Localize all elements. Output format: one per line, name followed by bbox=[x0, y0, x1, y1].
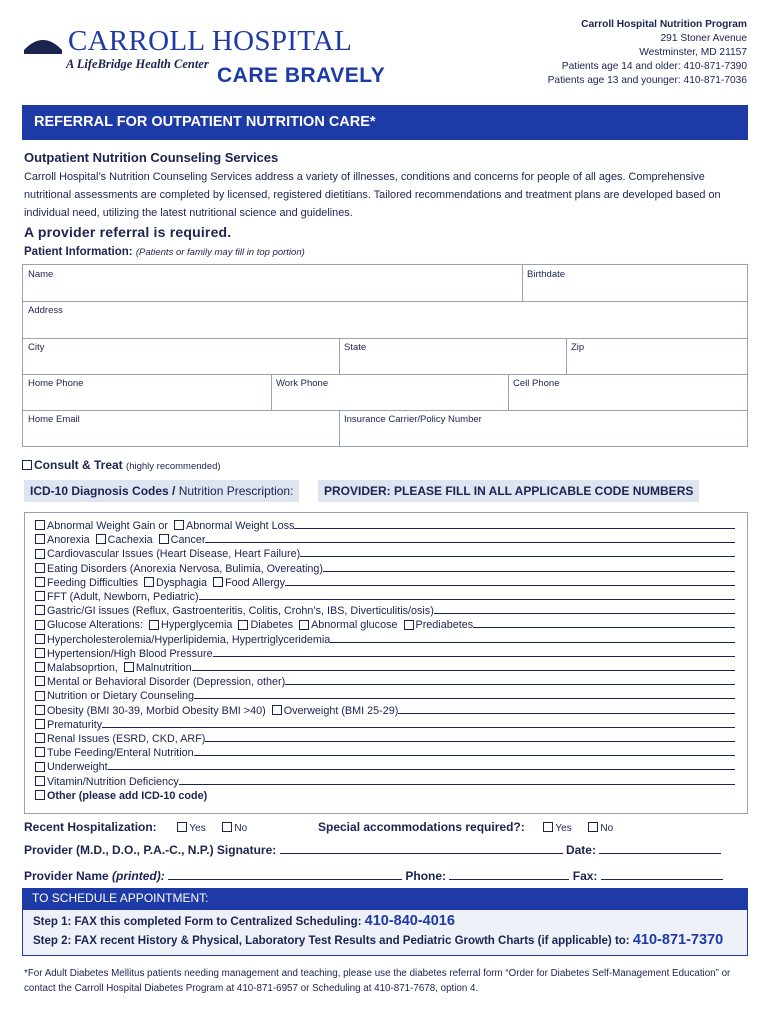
address-field[interactable] bbox=[23, 301, 748, 338]
home-email-label: Home Email bbox=[28, 414, 80, 425]
diagnosis-row bbox=[35, 562, 735, 576]
recent-hosp-yes-label: Yes bbox=[189, 823, 206, 834]
work-phone-field[interactable] bbox=[271, 374, 508, 410]
patient-info-heading bbox=[24, 246, 305, 258]
diagnosis-option-label: Glucose Alterations: bbox=[47, 619, 144, 632]
step-1-text: Step 1: FAX this completed Form to Centralized Scheduling: bbox=[33, 916, 362, 928]
home-phone-label: Home Phone bbox=[28, 378, 84, 389]
special-no-label: No bbox=[600, 823, 614, 834]
code-entry-line[interactable] bbox=[102, 727, 735, 728]
schedule-step-2 bbox=[33, 932, 723, 948]
diagnosis-row bbox=[35, 704, 735, 718]
nutrition-prescription-label: Nutrition Prescription: bbox=[178, 484, 294, 498]
code-entry-line[interactable] bbox=[194, 698, 735, 699]
work-phone-label: Work Phone bbox=[276, 378, 329, 389]
consult-treat-label: Consult & Treat bbox=[34, 458, 123, 472]
diagnosis-option-label: Tube Feeding/Enteral Nutrition bbox=[47, 747, 194, 760]
name-label: Name bbox=[28, 269, 54, 280]
services-description: Carroll Hospital’s Nutrition Counseling Services address a variety of illnesses, conditions and concerns for people of all ages. Comprehensive nutritional assessments are completed by licensed, registered dietitians. Tailored recommendations and treatment plans are developed based on individual need, utilizing the latest nutritional science and guidelines. bbox=[24, 171, 721, 219]
birthdate-field[interactable] bbox=[522, 265, 748, 301]
phone-14-older: Patients age 14 and older: 410-871-7390 bbox=[561, 61, 747, 72]
code-entry-line[interactable] bbox=[205, 741, 735, 742]
diagnosis-option-label: Hyperglycemia bbox=[161, 619, 233, 632]
cell-phone-label: Cell Phone bbox=[513, 378, 560, 389]
diagnosis-option-label: Prematurity bbox=[47, 718, 103, 731]
printed-name-suffix: (printed): bbox=[112, 869, 165, 883]
diagnosis-option-label: Hypercholesterolemia/Hyperlipidemia, Hypertriglyceridemia bbox=[47, 633, 331, 646]
recent-hosp-no-label: No bbox=[234, 823, 248, 834]
diagnosis-checkbox[interactable] bbox=[299, 620, 309, 630]
diagnosis-option-label: Cardiovascular Issues (Heart Disease, Heart Failure) bbox=[47, 548, 301, 561]
recent-hosp-yes-checkbox[interactable] bbox=[177, 822, 187, 832]
diagnosis-option-label: Vitamin/Nutrition Deficiency bbox=[47, 775, 179, 788]
fax-label: Fax: bbox=[572, 869, 598, 883]
special-no-checkbox[interactable] bbox=[588, 822, 598, 832]
logo-title: CARROLL HOSPITAL bbox=[68, 25, 353, 57]
diagnosis-row bbox=[35, 519, 735, 533]
recent-hospitalization-label: Recent Hospitalization: bbox=[24, 820, 157, 834]
diagnosis-checkbox[interactable] bbox=[124, 662, 134, 672]
program-name: Carroll Hospital Nutrition Program bbox=[581, 19, 747, 30]
diagnosis-option-label: Mental or Behavioral Disorder (Depression, other) bbox=[47, 676, 286, 689]
program-address bbox=[548, 18, 747, 88]
diagnosis-option-label: Obesity (BMI 30-39, Morbid Obesity BMI >40) bbox=[47, 704, 266, 717]
address-line-2: Westminster, MD 21157 bbox=[639, 47, 747, 58]
diagnosis-row bbox=[35, 576, 735, 590]
icd-header bbox=[24, 480, 299, 502]
diagnosis-option-label: Cachexia bbox=[107, 534, 153, 547]
diagnosis-option-label: Diabetes bbox=[250, 619, 294, 632]
diagnosis-row-other bbox=[35, 789, 735, 803]
diagnosis-row bbox=[35, 604, 735, 618]
services-heading: Outpatient Nutrition Counseling Services bbox=[24, 150, 279, 165]
form-title-banner: REFERRAL FOR OUTPATIENT NUTRITION CARE* bbox=[22, 105, 748, 140]
provider-instruction: PROVIDER: PLEASE FILL IN ALL APPLICABLE CODE NUMBERS bbox=[318, 480, 699, 502]
date-line[interactable] bbox=[599, 843, 721, 854]
code-entry-line[interactable] bbox=[434, 613, 735, 614]
code-entry-line[interactable] bbox=[323, 571, 735, 572]
signature-label: Provider (M.D., D.O., P.A.-C., N.P.) Signature: bbox=[24, 843, 277, 857]
diagnosis-checkbox[interactable] bbox=[35, 563, 45, 573]
code-entry-line[interactable] bbox=[473, 627, 735, 628]
diagnosis-row bbox=[35, 533, 735, 547]
footnote: *For Adult Diabetes Mellitus patients needing management and teaching, please use the diabetes referral form “Order for Diabetes Self-Management Education” or contact the Carroll Hospital Diabetes Program at 410-871-6957 or Scheduling at 410-871-7678, option 4. bbox=[24, 968, 731, 994]
diagnosis-checkbox[interactable] bbox=[149, 620, 159, 630]
special-accommodations-label: Special accommodations required?: bbox=[318, 820, 525, 834]
step-2-text: Step 2: FAX recent History & Physical, Laboratory Test Results and Pediatric Growth Charts (if applicable) to: bbox=[33, 935, 630, 947]
diagnosis-option-label: FFT (Adult, Newborn, Pediatric) bbox=[47, 591, 199, 604]
patient-info-table bbox=[22, 264, 748, 447]
schedule-steps bbox=[22, 909, 748, 956]
recent-hospitalization-row bbox=[24, 820, 247, 834]
city-label: City bbox=[28, 342, 45, 353]
home-email-field[interactable] bbox=[23, 410, 339, 447]
diagnosis-row bbox=[35, 746, 735, 760]
diagnosis-option-label: Prediabetes bbox=[415, 619, 474, 632]
diagnosis-checkbox[interactable] bbox=[35, 620, 45, 630]
diagnosis-option-label: Malnutrition bbox=[135, 662, 192, 675]
diagnosis-checkbox[interactable] bbox=[35, 605, 45, 615]
diagnosis-row bbox=[35, 689, 735, 703]
city-field[interactable] bbox=[23, 338, 339, 374]
diagnosis-checkbox[interactable] bbox=[272, 705, 282, 715]
code-entry-line[interactable] bbox=[108, 769, 735, 770]
zip-label: Zip bbox=[571, 342, 585, 353]
insurance-field[interactable] bbox=[339, 410, 748, 447]
diagnosis-checkbox[interactable] bbox=[35, 776, 45, 786]
diagnosis-option-label: Anorexia bbox=[47, 534, 90, 547]
diagnosis-checkbox[interactable] bbox=[35, 520, 45, 530]
diagnosis-checkbox[interactable] bbox=[96, 534, 106, 544]
state-field[interactable] bbox=[339, 338, 566, 374]
date-label: Date: bbox=[565, 843, 596, 857]
step-2-fax-number: 410-871-7370 bbox=[632, 932, 724, 948]
diagnosis-row bbox=[35, 760, 735, 774]
diagnosis-checkbox[interactable] bbox=[35, 634, 45, 644]
diagnosis-row bbox=[35, 718, 735, 732]
schedule-step-1 bbox=[33, 913, 455, 929]
diagnosis-checkbox[interactable] bbox=[35, 705, 45, 715]
diagnosis-option-label: Gastric/GI issues (Reflux, Gastroenteritis, Colitis, Crohn’s, IBS, Diverticulitis/osis) bbox=[47, 605, 434, 618]
diagnosis-checkbox[interactable] bbox=[35, 534, 45, 544]
code-entry-line[interactable] bbox=[192, 670, 735, 671]
code-entry-line[interactable] bbox=[330, 642, 735, 643]
code-entry-line[interactable] bbox=[285, 585, 735, 586]
zip-field[interactable] bbox=[566, 338, 748, 374]
patient-info-note: (Patients or family may fill in top portion) bbox=[135, 247, 305, 258]
other-diagnosis-label: Other (please add ICD-10 code) bbox=[47, 789, 208, 802]
diagnosis-row bbox=[35, 547, 735, 561]
special-yes-checkbox[interactable] bbox=[543, 822, 553, 832]
recent-hosp-no-checkbox[interactable] bbox=[222, 822, 232, 832]
other-diagnosis-checkbox[interactable] bbox=[35, 790, 45, 800]
diagnosis-checkbox[interactable] bbox=[159, 534, 169, 544]
schedule-heading: TO SCHEDULE APPOINTMENT: bbox=[22, 888, 748, 909]
code-entry-line[interactable] bbox=[199, 599, 735, 600]
consult-treat-option bbox=[22, 458, 221, 472]
diagnosis-checkbox[interactable] bbox=[35, 719, 45, 729]
special-accommodations-row bbox=[318, 820, 613, 834]
diagnosis-checkbox[interactable] bbox=[404, 620, 414, 630]
logo-subtitle: A LifeBridge Health Center bbox=[66, 57, 209, 71]
address-line-1: 291 Stoner Avenue bbox=[660, 33, 747, 44]
diagnosis-checkbox[interactable] bbox=[35, 577, 45, 587]
diagnosis-checkbox[interactable] bbox=[35, 662, 45, 672]
diagnosis-checkbox[interactable] bbox=[35, 762, 45, 772]
diagnosis-option-label: Abnormal Weight Gain or bbox=[47, 520, 169, 532]
diagnosis-checkbox[interactable] bbox=[35, 733, 45, 743]
state-label: State bbox=[344, 342, 367, 353]
special-yes-label: Yes bbox=[555, 823, 572, 834]
diagnosis-checkbox[interactable] bbox=[35, 691, 45, 701]
code-entry-line[interactable] bbox=[213, 656, 735, 657]
diagnosis-checkbox[interactable] bbox=[35, 747, 45, 757]
cell-phone-field[interactable] bbox=[508, 374, 748, 410]
code-entry-line[interactable] bbox=[285, 684, 735, 685]
diagnosis-option-label: Dysphagia bbox=[156, 576, 208, 589]
fax-line[interactable] bbox=[601, 869, 723, 880]
diagnosis-option-label: Food Allergy bbox=[225, 576, 286, 589]
code-entry-line[interactable] bbox=[294, 528, 735, 529]
tagline: CARE BRAVELY bbox=[217, 64, 386, 87]
diagnosis-checkbox[interactable] bbox=[238, 620, 248, 630]
required-heading: A provider referral is required. bbox=[24, 224, 232, 240]
diagnosis-checkbox[interactable] bbox=[174, 520, 184, 530]
home-phone-field[interactable] bbox=[23, 374, 271, 410]
code-entry-line[interactable] bbox=[194, 755, 735, 756]
step-1-fax-number: 410-840-4016 bbox=[364, 913, 455, 929]
signature-row bbox=[24, 843, 721, 857]
diagnosis-checkbox[interactable] bbox=[35, 648, 45, 658]
birthdate-label: Birthdate bbox=[527, 269, 566, 280]
diagnosis-checkbox[interactable] bbox=[35, 676, 45, 686]
phone-line[interactable] bbox=[449, 869, 569, 880]
phone-13-younger: Patients age 13 and younger: 410-871-7036 bbox=[547, 75, 747, 86]
diagnosis-checkbox[interactable] bbox=[213, 577, 223, 587]
diagnosis-row bbox=[35, 590, 735, 604]
diagnosis-option-label: Renal Issues (ESRD, CKD, ARF) bbox=[47, 733, 206, 746]
code-entry-line[interactable] bbox=[205, 542, 735, 543]
diagnosis-option-label: Abnormal Weight Loss bbox=[186, 520, 295, 532]
icd-label: ICD-10 Diagnosis Codes / bbox=[30, 484, 176, 498]
diagnosis-row bbox=[35, 618, 735, 632]
diagnosis-option-label: Cancer bbox=[170, 534, 206, 547]
diagnosis-row bbox=[35, 647, 735, 661]
printed-name-row bbox=[24, 869, 723, 883]
diagnosis-option-label: Malabsoprtion, bbox=[47, 662, 118, 675]
diagnosis-row bbox=[35, 633, 735, 647]
diagnosis-option-label: Eating Disorders (Anorexia Nervosa, Bulimia, Overeating) bbox=[47, 562, 324, 575]
consult-treat-note: (highly recommended) bbox=[126, 461, 221, 472]
diagnosis-option-label: Abnormal glucose bbox=[311, 619, 398, 632]
hospital-logo-icon bbox=[22, 30, 64, 56]
insurance-label: Insurance Carrier/Policy Number bbox=[344, 414, 482, 425]
printed-name-label: Provider Name bbox=[24, 869, 109, 883]
diagnosis-option-label: Underweight bbox=[47, 761, 108, 774]
diagnosis-row bbox=[35, 732, 735, 746]
phone-label: Phone: bbox=[405, 869, 447, 883]
diagnosis-option-label: Nutrition or Dietary Counseling bbox=[47, 690, 195, 703]
diagnosis-checkbox[interactable] bbox=[35, 549, 45, 559]
diagnosis-option-label: Hypertension/High Blood Pressure bbox=[47, 647, 213, 660]
diagnosis-option-label: Overweight (BMI 25-29) bbox=[283, 704, 399, 717]
signature-line[interactable] bbox=[280, 843, 563, 854]
code-entry-line[interactable] bbox=[179, 784, 735, 785]
diagnosis-row bbox=[35, 661, 735, 675]
code-entry-line[interactable] bbox=[398, 713, 735, 714]
diagnosis-row bbox=[35, 675, 735, 689]
diagnosis-row bbox=[35, 775, 735, 789]
diagnosis-checkbox[interactable] bbox=[35, 591, 45, 601]
diagnosis-option-label: Feeding Difficulties bbox=[47, 576, 139, 589]
code-entry-line[interactable] bbox=[300, 556, 735, 557]
address-label: Address bbox=[28, 305, 63, 316]
diagnosis-code-box bbox=[24, 512, 748, 814]
diagnosis-checkbox[interactable] bbox=[144, 577, 154, 587]
consult-treat-checkbox[interactable] bbox=[22, 460, 32, 470]
patient-info-label: Patient Information: bbox=[24, 246, 133, 258]
name-field[interactable] bbox=[23, 265, 522, 301]
printed-name-line[interactable] bbox=[168, 869, 402, 880]
diagnosis-code-list bbox=[35, 519, 735, 803]
